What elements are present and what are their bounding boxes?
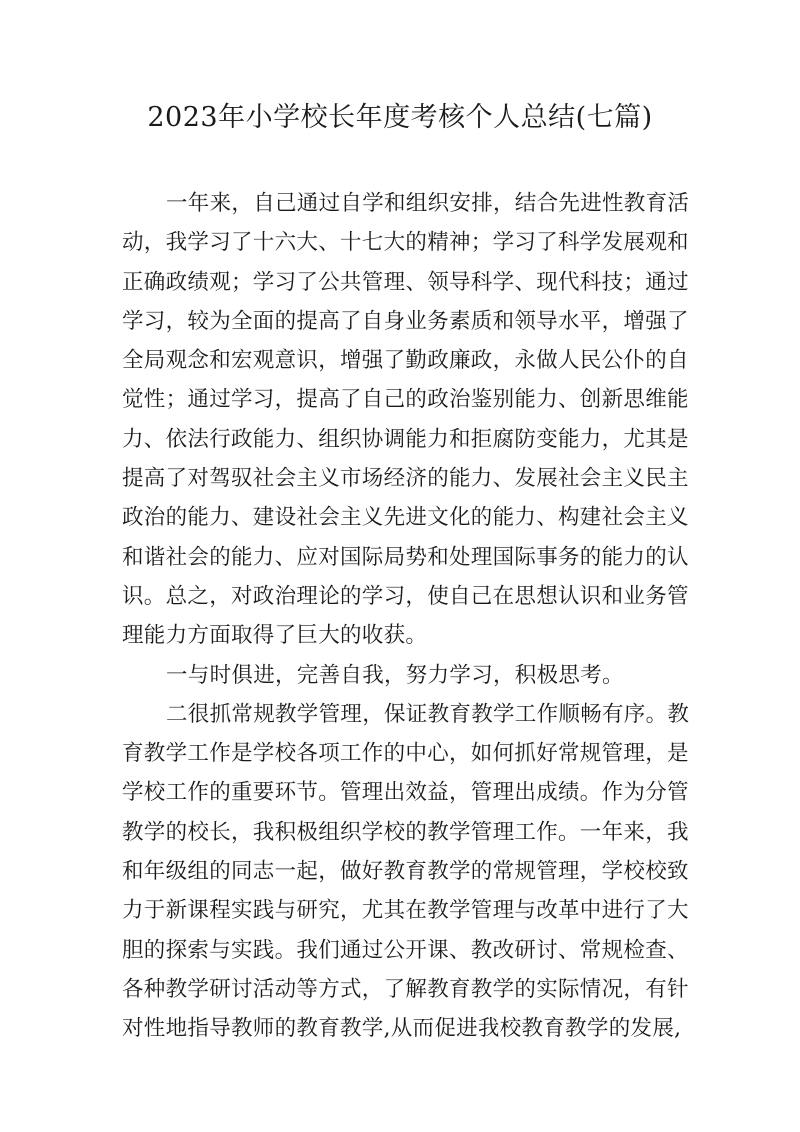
- text-line: 理能力方面取得了巨大的收获。: [122, 623, 428, 649]
- text-line: 二很抓常规教学管理，保证教育教学工作顺畅有序。教: [166, 701, 690, 727]
- text-line: 全局观念和宏观意识，增强了勤政廉政，永做人民公仆的自: [122, 348, 689, 374]
- text-line: 动，我学习了十六大、十七大的精神；学习了科学发展观和: [122, 230, 689, 256]
- text-line: 力于新课程实践与研究，尤其在教学管理与改革中进行了大: [122, 898, 689, 924]
- document-title: 2023年小学校长年度考核个人总结(七篇): [147, 102, 653, 133]
- text-line: 各种教学研讨活动等方式，了解教育教学的实际情况，有针: [122, 976, 689, 1002]
- text-line: 一年来，自己通过自学和组织安排，结合先进性教育活: [166, 191, 690, 216]
- text-line: 学习，较为全面的提高了自身业务素质和领导水平，增强了: [122, 308, 689, 334]
- text-line: 政治的能力、建设社会主义先进文化的能力、构建社会主义: [122, 505, 689, 531]
- text-line: 和年级组的同志一起，做好教育教学的常规管理，学校校致: [122, 859, 689, 885]
- text-line: 胆的探索与实践。我们通过公开课、教改研讨、常规检查、: [122, 937, 689, 963]
- text-line: 正确政绩观；学习了公共管理、领导科学、现代科技；通过: [122, 269, 689, 295]
- text-line: 育教学工作是学校各项工作的中心，如何抓好常规管理，是: [122, 741, 689, 767]
- text-line: 和谐社会的能力、应对国际局势和处理国际事务的能力的认: [122, 544, 689, 570]
- text-line: 一与时俱进，完善自我，努力学习，积极思考。: [166, 662, 624, 688]
- text-line: 学校工作的重要环节。管理出效益，管理出成绩。作为分管: [122, 780, 689, 806]
- text-line: 提高了对驾驭社会主义市场经济的能力、发展社会主义民主: [122, 466, 689, 492]
- text-line: 识。总之，对政治理论的学习，使自己在思想认识和业务管: [122, 583, 689, 609]
- text-line: 教学的校长，我积极组织学校的教学管理工作。一年来，我: [122, 819, 689, 845]
- text-line: 觉性；通过学习，提高了自己的政治鉴别能力、创新思维能: [122, 387, 689, 413]
- text-line: 力、依法行政能力、组织协调能力和拒腐防变能力，尤其是: [122, 426, 689, 452]
- text-line: 对性地指导教师的教育教学,从而促进我校教育教学的发展,: [122, 1016, 682, 1042]
- document-body: [122, 184, 690, 1049]
